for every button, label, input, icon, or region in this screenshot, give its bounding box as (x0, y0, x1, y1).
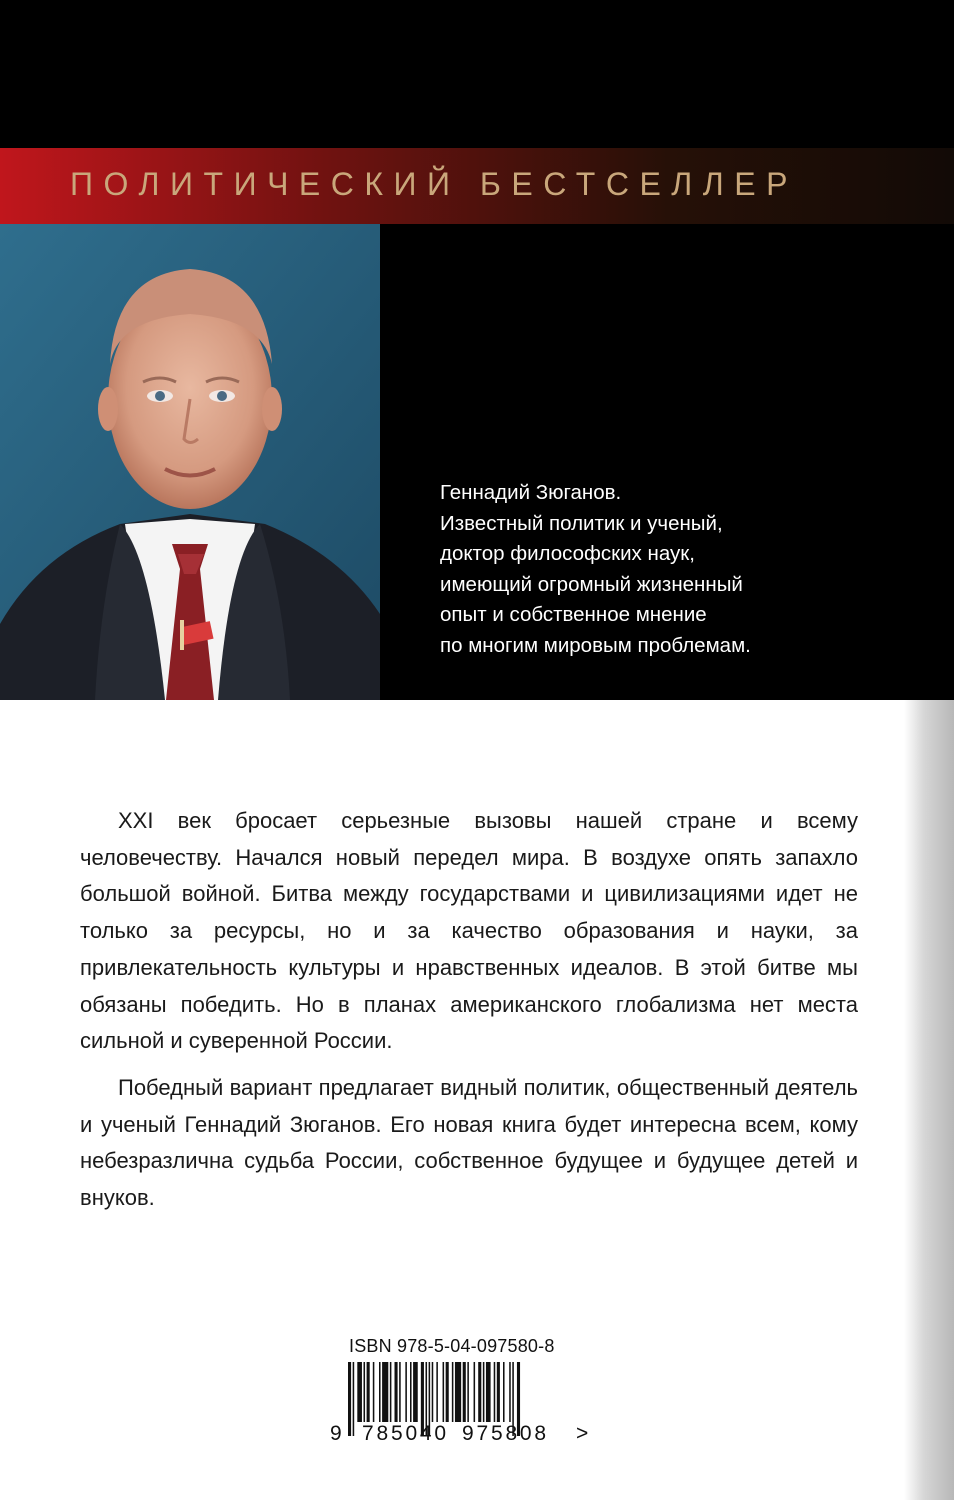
barcode-bar (503, 1362, 505, 1422)
bio-line: доктор философских наук, (440, 542, 695, 565)
barcode-bar (494, 1362, 496, 1422)
barcode-bar (413, 1362, 418, 1422)
cover-top-black (0, 0, 954, 148)
barcode-first-digit: 9 (330, 1422, 342, 1445)
barcode-bar (348, 1362, 351, 1436)
author-bio (440, 478, 751, 661)
barcode-bar (446, 1362, 449, 1422)
bio-line: имеющий огромный жизненный (440, 572, 743, 596)
barcode-bar (367, 1362, 370, 1422)
barcode-bar (452, 1362, 454, 1422)
bio-line: по многим мировым проблемам. (440, 633, 751, 657)
barcode-bar (474, 1362, 476, 1422)
barcode-left-digits: 785040 (362, 1422, 449, 1445)
barcode-bar (509, 1362, 511, 1422)
barcode-bar (395, 1362, 398, 1422)
series-title: ПОЛИТИЧЕСКИЙ БЕСТСЕЛЛЕР (70, 166, 798, 202)
page-edge-shadow (904, 700, 954, 1500)
barcode-bar (405, 1362, 407, 1422)
book-description (80, 803, 858, 1227)
bio-line: Известный политик и ученый, (440, 511, 723, 535)
barcode-bar (478, 1362, 481, 1422)
barcode-bar (379, 1362, 381, 1422)
isbn-label: ISBN 978-5-04-097580-8 (349, 1336, 555, 1356)
barcode-bar (467, 1362, 469, 1422)
author-portrait (0, 224, 380, 700)
barcode-bar (483, 1362, 485, 1422)
barcode-right-digits: 975808 (462, 1422, 549, 1445)
barcode-bar (357, 1362, 362, 1422)
barcode-bar (364, 1362, 366, 1422)
barcode-bar (455, 1362, 461, 1422)
isbn-barcode-block (330, 1336, 600, 1476)
barcode-bar (463, 1362, 466, 1422)
barcode-bar (436, 1362, 438, 1422)
bio-line: опыт и собственное мнение (440, 603, 707, 626)
barcode-bar (382, 1362, 388, 1422)
barcode-bar (399, 1362, 401, 1422)
description-paragraph: XXI век бросает серьезные вызовы нашей стране и всему человечеству. Начался новый передел мира. В воздухе опять запахло большой войной. Битва между государствами и цивилизациями идет не только за ресурсы, но и за качество образования и науки, за привлекательность культуры и нравственных идеалов. В этой битве мы обязаны победить. Но в планах американского глобализма нет места сильной и суверенной России. (80, 808, 858, 1054)
barcode-bar (373, 1362, 375, 1422)
bio-line: Геннадий Зюганов. (440, 481, 622, 504)
barcode-bar (486, 1362, 491, 1422)
barcode-bar (353, 1362, 355, 1436)
barcode-bar (410, 1362, 412, 1422)
description-paragraph: Победный вариант предлагает видный политик, общественный деятель и ученый Геннадий Зюганов. Его новая книга будет интересна всем, кому небезразлична судьба России, собственное будущее и будущее детей и внуков. (80, 1074, 858, 1211)
barcode-bar (390, 1362, 392, 1422)
barcode-bar (497, 1362, 500, 1422)
barcode-end-mark: > (576, 1422, 589, 1445)
barcode-bar (443, 1362, 445, 1422)
barcode-bar (432, 1362, 434, 1422)
